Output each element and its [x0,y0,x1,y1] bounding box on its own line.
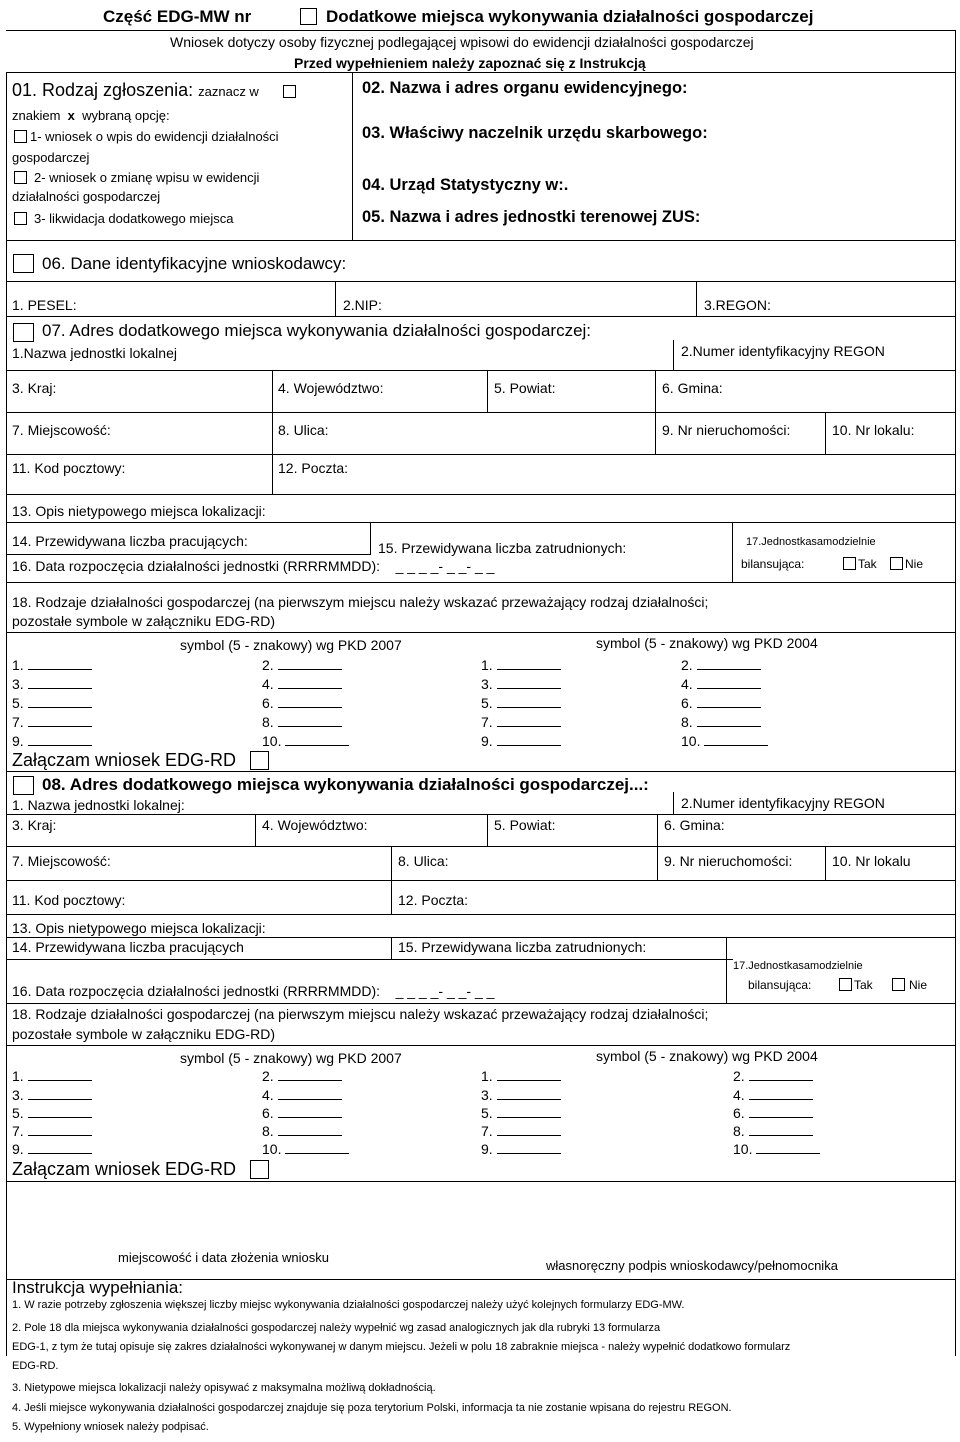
instruction-4: 4. Jeśli miejsce wykonywania działalności gospodarczej znajduje się poza terytorium Polski, informacja ta nie zostanie wpisana do rejestru REGON. [12,1402,732,1414]
pkd-row: 7. [12,714,92,730]
place-date-label: miejscowość i data złożenia wniosku [118,1250,329,1265]
pkd-row: 3. [481,676,561,692]
pkd-row: 1. [12,1068,92,1084]
s05-title: 05. Nazwa i adres jednostki terenowej ZUS: [362,208,701,226]
instructions-title: Instrukcja wypełniania: [12,1278,184,1297]
divider [335,281,336,316]
pkd-row: 7. [481,1123,561,1139]
divider [487,370,488,412]
divider [6,1045,955,1046]
s08-f17-label: bilansująca: [748,978,812,992]
s08-f13: 13. Opis nietypowego miejsca lokalizacji: [12,920,266,936]
option2-checkbox[interactable] [14,171,27,184]
instruction-5: 5. Wypełniony wniosek należy podpisać. [12,1421,209,1433]
s07-nie-label: Nie [905,557,924,571]
s01-hint: znakiem x wybraną opcję: [12,108,170,123]
s07-f4: 4. Województwo: [278,380,384,396]
divider [370,522,371,554]
pkd-row: 8. [733,1123,813,1139]
s07-f15: 15. Przewidywana liczba zatrudnionych: [378,540,627,556]
pkd-row: 5. [12,695,92,711]
divider [6,494,955,495]
s07-f12: 12. Poczta: [278,460,349,476]
divider [955,30,956,240]
divider [673,340,674,370]
pkd-row: 5. [481,1105,561,1121]
s08-f16: 16. Data rozpoczęcia działalności jednostki (RRRRMMDD): _ _ _ _- _ _- _ _ [12,983,495,999]
s07-f7: 7. Miejscowość: [12,422,111,438]
pkd-row: 10. [733,1141,820,1157]
pkd-row: 8. [262,1123,342,1139]
s06-checkbox[interactable] [13,254,34,273]
s08-f8: 8. Ulica: [398,853,449,869]
divider [955,240,956,1356]
s07-f18-cont: pozostałe symbole w załączniku EDG-RD) [12,613,275,629]
regon-label: 3.REGON: [704,297,771,313]
divider [6,846,955,847]
s07-f8: 8. Ulica: [278,422,329,438]
divider [6,554,371,555]
s07-tak-label: Tak [858,557,877,571]
s07-f17-label: bilansująca: [741,557,805,571]
pkd-row: 4. [262,676,342,692]
s07-f16: 16. Data rozpoczęcia działalności jednostki (RRRRMMDD): _ _ _ _- _ _- _ _ [12,558,495,574]
additional-places-checkbox[interactable] [300,8,317,25]
pesel-label: 1. PESEL: [12,297,77,313]
pkd-row: 6. [262,695,342,711]
divider [6,72,955,73]
s08-attach-label: Załączam wniosek EDG-RD [12,1159,237,1179]
option3-checkbox[interactable] [14,212,27,225]
s02-title: 02. Nazwa i adres organu ewidencyjnego: [362,79,688,97]
divider [6,522,955,523]
divider [6,582,955,583]
instruction-1: 1. W razie potrzeby zgłoszenia większej liczby miejsc wykonywania działalności gospodarczej należy użyć kolejnych formularzy EDG-MW. [12,1299,685,1311]
s07-f5: 5. Powiat: [494,380,556,396]
divider [255,814,256,846]
s08-f10: 10. Nr lokalu [832,853,911,869]
s08-nie-label: Nie [909,978,928,992]
s07-attach-checkbox[interactable] [250,751,269,770]
divider [6,412,955,413]
divider [6,914,955,915]
s07-f13: 13. Opis nietypowego miejsca lokalizacji: [12,503,266,519]
s08-checkbox[interactable] [13,776,34,795]
s08-f1: 1. Nazwa jednostki lokalnej: [12,797,185,813]
s08-tak-checkbox[interactable] [839,978,852,991]
pkd-row: 2. [262,1068,342,1084]
divider [732,522,733,582]
divider [726,937,727,1003]
divider [825,412,826,454]
divider [487,814,488,846]
s07-f6: 6. Gmina: [662,380,723,396]
pkd-row: 10. [681,733,768,749]
option2-label-cont: działalności gospodarczej [12,189,161,204]
pkd-row: 10. [262,733,349,749]
s07-f10: 10. Nr lokalu: [832,422,915,438]
s08-pkd2007: symbol (5 - znakowy) wg PKD 2007 [180,1050,402,1066]
divider [352,72,353,240]
divider [6,1003,955,1004]
s08-title: 08. Adres dodatkowego miejsca wykonywania działalności gospodarczej...: [42,775,649,794]
divider [6,1181,955,1182]
s07-f14: 14. Przewidywana liczba pracujących: [12,533,248,549]
divider [825,846,826,880]
s07-attach-label: Załączam wniosek EDG-RD [12,750,237,770]
divider [6,240,7,1356]
divider [6,240,955,241]
pkd-row: 1. [12,657,92,673]
pkd-row: 9. [481,733,561,749]
pkd-row: 9. [12,1141,92,1157]
divider [696,281,697,316]
divider [272,454,273,494]
divider [391,937,392,959]
divider [6,771,955,772]
part-number-label: Część EDG-MW nr [103,7,252,26]
pkd-row: 9. [12,733,92,749]
s04-title: 04. Urząd Statystyczny w:. [362,176,569,194]
s08-f18-cont: pozostałe symbole w załączniku EDG-RD) [12,1026,275,1042]
s08-pkd2004: symbol (5 - znakowy) wg PKD 2004 [596,1048,818,1064]
s08-f17: 17.Jednostkasamodzielnie [733,960,863,972]
pkd-row: 3. [12,676,92,692]
divider [6,316,955,317]
s01-title: 01. Rodzaj zgłoszenia: zaznacz w [12,80,259,100]
divider [657,814,658,846]
s08-f12: 12. Poczta: [398,892,469,908]
s07-f9: 9. Nr nieruchomości: [662,422,791,438]
s08-f5: 5. Powiat: [494,817,556,833]
s08-tak-label: Tak [854,978,873,992]
divider [6,632,955,633]
s08-attach-checkbox[interactable] [250,1160,269,1179]
form-subtitle: Wniosek dotyczy osoby fizycznej podlegającej wpisowi do ewidencji działalności gospodarczej [170,34,754,50]
pkd-row: 5. [481,695,561,711]
s08-f11: 11. Kod pocztowy: [12,892,126,908]
pkd-row: 9. [481,1141,561,1157]
pkd-row: 6. [262,1105,342,1121]
s07-pkd2004: symbol (5 - znakowy) wg PKD 2004 [596,635,818,651]
s07-f1: 1.Nazwa jednostki lokalnej [12,345,177,361]
s08-f7: 7. Miejscowość: [12,853,111,869]
divider [6,370,955,371]
divider [6,937,955,938]
pkd-row: 4. [681,676,761,692]
option1-checkbox[interactable] [14,130,27,143]
divider [6,454,955,455]
signature-label: własnoręczny podpis wnioskodawcy/pełnomocnika [546,1258,838,1273]
divider [6,959,733,960]
s08-f14: 14. Przewidywana liczba pracujących [12,939,244,955]
instruction-note: Przed wypełnieniem należy zapoznać się z Instrukcją [294,55,646,71]
s08-f3: 3. Kraj: [12,817,57,833]
s07-title: 07. Adres dodatkowego miejsca wykonywania działalności gospodarczej: [42,321,592,340]
s07-f3: 3. Kraj: [12,380,57,396]
instruction-3: 3. Nietypowe miejsca lokalizacji należy opisywać z maksymalna możliwą dokładnością. [12,1382,436,1394]
divider [6,281,955,282]
divider [6,72,7,240]
hint-checkbox-icon [283,85,296,98]
pkd-row: 8. [262,714,342,730]
option1-label: 1- wniosek o wpis do ewidencji działalności [30,129,279,144]
pkd-row: 6. [681,695,761,711]
divider [6,30,955,31]
s07-f18: 18. Rodzaje działalności gospodarczej (na pierwszym miejscu należy wskazać przeważający rodzaj działalności; [12,594,709,610]
divider [673,792,674,814]
s08-f4: 4. Województwo: [262,817,368,833]
pkd-row: 2. [681,657,761,673]
instruction-2-cont: EDG-1, z tym że tutaj opisuje się zakres działalności wykonywanej w danym miejscu. Jeżeli w polu 18 zabraknie miejsca - należy wypełnić dodatkowo formularz [12,1341,791,1353]
pkd-row: 8. [681,714,761,730]
s08-f15: 15. Przewidywana liczba zatrudnionych: [398,939,647,955]
s07-pkd2007: symbol (5 - znakowy) wg PKD 2007 [180,637,402,653]
s08-f9: 9. Nr nieruchomości: [664,853,793,869]
divider [6,814,955,815]
pkd-row: 1. [481,657,561,673]
instruction-2: 2. Pole 18 dla miejsca wykonywania działalności gospodarczej należy wypełnić wg zasad analogicznych jak dla rubryki 13 formularza [12,1322,661,1334]
divider [657,846,658,880]
divider [655,370,656,412]
pkd-row: 10. [262,1141,349,1157]
s07-f2: 2.Numer identyfikacyjny REGON [681,343,885,359]
pkd-row: 7. [12,1123,92,1139]
form-title: Dodatkowe miejsca wykonywania działalności gospodarczej [326,7,814,26]
pkd-row: 2. [262,657,342,673]
divider [6,880,955,881]
s07-tak-checkbox[interactable] [843,557,856,570]
pkd-row: 7. [481,714,561,730]
pkd-row: 3. [481,1087,561,1103]
s08-f6: 6. Gmina: [664,817,725,833]
s07-checkbox[interactable] [13,323,34,342]
option1-label-cont: gospodarczej [12,150,90,165]
option3-label: 3- likwidacja dodatkowego miejsca [34,211,234,226]
pkd-row: 5. [12,1105,92,1121]
pkd-row: 6. [733,1105,813,1121]
s08-f2: 2.Numer identyfikacyjny REGON [681,795,885,811]
pkd-row: 3. [12,1087,92,1103]
pkd-row: 4. [733,1087,813,1103]
s08-f18: 18. Rodzaje działalności gospodarczej (na pierwszym miejscu należy wskazać przeważający rodzaj działalności; [12,1006,709,1022]
s07-f17: 17.Jednostkasamodzielnie [746,536,876,548]
s07-f11: 11. Kod pocztowy: [12,460,126,476]
pkd-row: 1. [481,1068,561,1084]
pkd-row: 4. [262,1087,342,1103]
option2-label: 2- wniosek o zmianę wpisu w ewidencji [34,170,260,185]
s03-title: 03. Właściwy naczelnik urzędu skarbowego: [362,124,708,142]
nip-label: 2.NIP: [343,297,382,313]
pkd-row: 2. [733,1068,813,1084]
s06-title: 06. Dane identyfikacyjne wnioskodawcy: [42,254,347,273]
instruction-2-end: EDG-RD. [12,1360,59,1372]
s07-nie-checkbox[interactable] [890,557,903,570]
divider [655,412,656,454]
divider [272,370,273,456]
s08-nie-checkbox[interactable] [892,978,905,991]
